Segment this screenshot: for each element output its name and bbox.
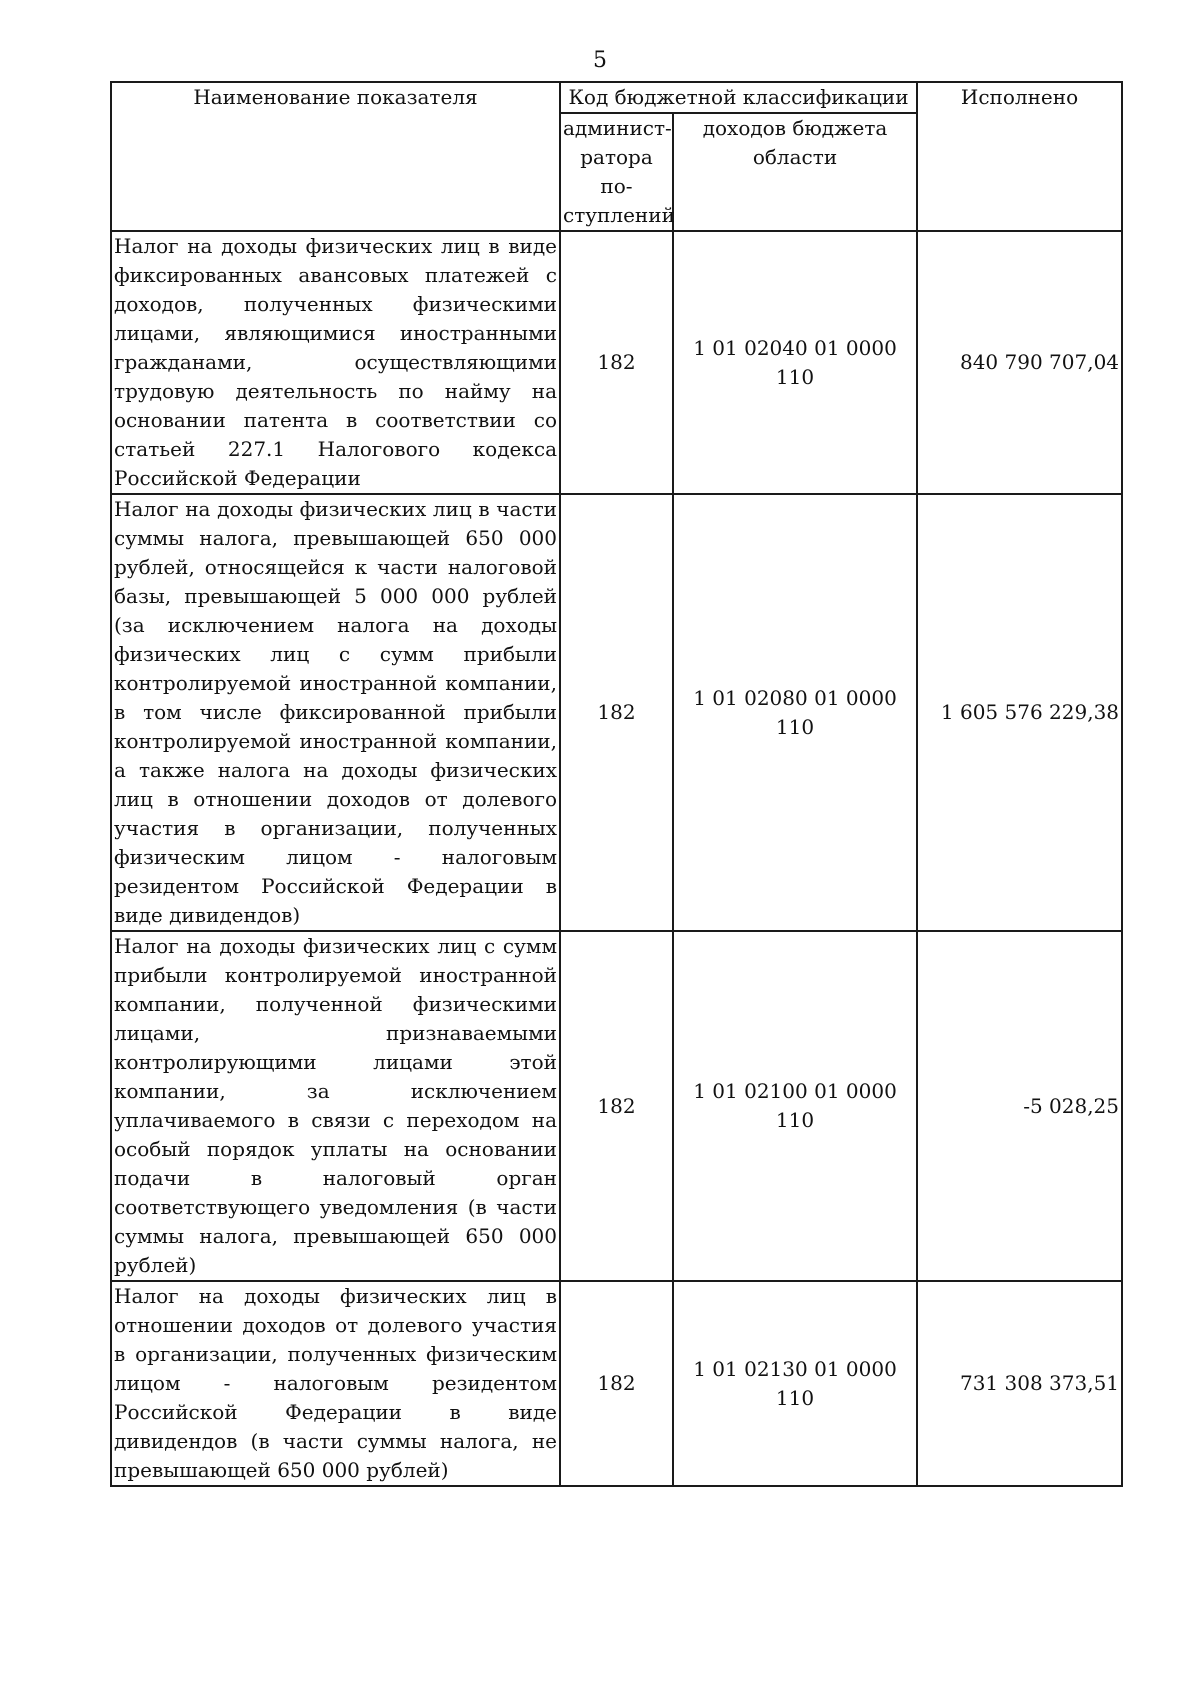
revenue-code-cell: 1 01 02040 01 0000 110 bbox=[673, 231, 917, 494]
table-row bbox=[111, 1281, 1122, 1486]
indicator-name-cell: Налог на доходы физических лиц с сумм прибыли контролируемой иностранной компании, полученной физическими лицами, признаваемыми контролирующими лицами этой компании, за исключением уплачиваемого в связи с переходом на особый порядок уплаты на основании подачи в налоговый орган соответствующего уведомления (в части суммы налога, превышающей 650 000 рублей) bbox=[111, 931, 560, 1281]
table-row bbox=[111, 494, 1122, 931]
administrator-code-cell: 182 bbox=[560, 494, 673, 931]
header-revenue-line: области bbox=[752, 145, 838, 169]
header-administrator-of-receipts bbox=[560, 113, 673, 231]
budget-revenue-table bbox=[110, 81, 1123, 1487]
indicator-name-cell: Налог на доходы физических лиц в части суммы налога, превышающей 650 000 рублей, относящейся к части налоговой базы, превышающей 5 000 000 рублей (за исключением налога на доходы физических лиц с сумм прибыли контролируемой иностранной компании, в том числе фиксированной прибыли контролируемой иностранной компании, а также налога на доходы физических лиц в отношении доходов от долевого участия в организации, полученных физическим лицом - налоговым резидентом Российской Федерации в виде дивидендов) bbox=[111, 494, 560, 931]
executed-amount-cell: 731 308 373,51 bbox=[917, 1281, 1122, 1486]
administrator-code-cell: 182 bbox=[560, 931, 673, 1281]
header-revenue-line: доходов бюджета bbox=[702, 116, 888, 140]
header-budget-classification-code: Код бюджетной классификации bbox=[560, 82, 917, 113]
table-row bbox=[111, 231, 1122, 494]
revenue-code-cell: 1 01 02130 01 0000 110 bbox=[673, 1281, 917, 1486]
header-executed: Исполнено bbox=[917, 82, 1122, 231]
indicator-name-cell: Налог на доходы физических лиц в виде фиксированных авансовых платежей с доходов, полученных физическими лицами, являющимися иностранными гражданами, осуществляющими трудовую деятельность по найму на основании патента в соответствии со статьей 227.1 Налогового кодекса Российской Федерации bbox=[111, 231, 560, 494]
executed-amount-cell: 840 790 707,04 bbox=[917, 231, 1122, 494]
indicator-name-cell: Налог на доходы физических лиц в отношении доходов от долевого участия в организации, полученных физическим лицом - налоговым резидентом Российской Федерации в виде дивидендов (в части суммы налога, не превышающей 650 000 рублей) bbox=[111, 1281, 560, 1486]
table-row bbox=[111, 931, 1122, 1281]
header-admin-line: ратора по- bbox=[580, 145, 653, 198]
revenue-code-cell: 1 01 02100 01 0000 110 bbox=[673, 931, 917, 1281]
header-admin-line: ступлений bbox=[563, 203, 675, 227]
header-regional-budget-revenue bbox=[673, 113, 917, 231]
header-indicator-name: Наименование показателя bbox=[111, 82, 560, 231]
administrator-code-cell: 182 bbox=[560, 1281, 673, 1486]
administrator-code-cell: 182 bbox=[560, 231, 673, 494]
revenue-code-cell: 1 01 02080 01 0000 110 bbox=[673, 494, 917, 931]
page-number: 5 bbox=[593, 48, 607, 73]
executed-amount-cell: -5 028,25 bbox=[917, 931, 1122, 1281]
executed-amount-cell: 1 605 576 229,38 bbox=[917, 494, 1122, 931]
header-admin-line: админист- bbox=[563, 116, 672, 140]
